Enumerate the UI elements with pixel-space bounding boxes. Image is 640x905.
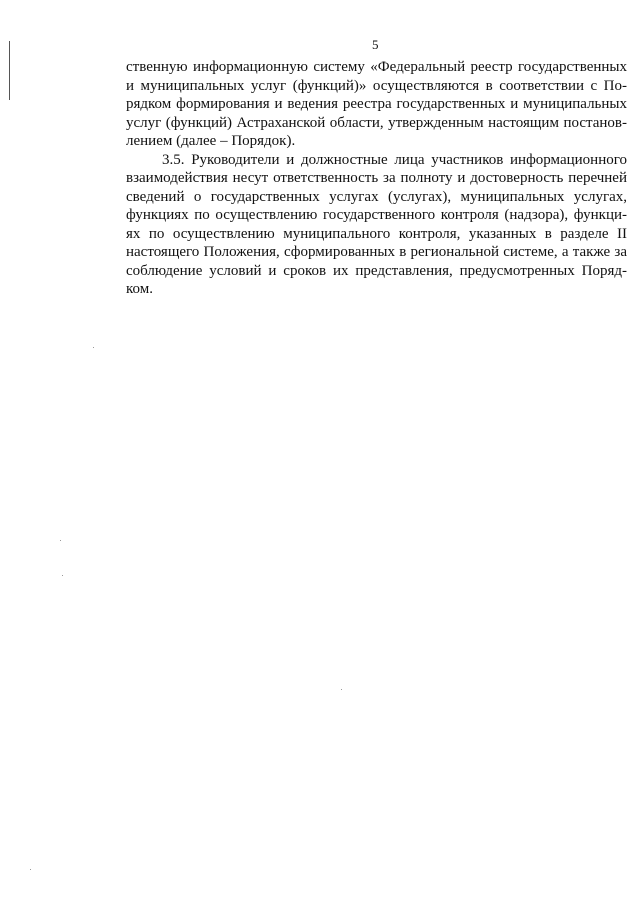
paragraph-3-5 [126, 151, 627, 299]
text-line: ком. [126, 281, 153, 297]
scan-speck [93, 347, 94, 348]
scan-speck [30, 869, 31, 870]
text-line: настоящего Положения, сформированных в региональной системе, а также за [126, 244, 627, 260]
paragraph-continuation [126, 58, 627, 151]
text-line: лением (далее – Порядок). [126, 133, 296, 149]
scan-speck [60, 540, 61, 541]
page-number: 5 [372, 37, 379, 52]
text-line: 3.5. Руководители и должностные лица участников информационного [162, 151, 627, 168]
text-line: ях по осуществлению муниципального контроля, указанных в разделе II [126, 225, 627, 242]
text-line: взаимодействия несут ответственность за полноту и достоверность перечней [126, 170, 627, 186]
text-line: и муниципальных услуг (функций)» осуществляются в соответствии с По- [126, 77, 627, 94]
scan-edge-mark [9, 41, 10, 100]
scan-speck [341, 689, 342, 690]
text-line: рядком формирования и ведения реестра государственных и муниципальных [126, 96, 627, 112]
body-text [126, 58, 627, 299]
text-line: сведений о государственных услугах (услугах), муниципальных услугах, [126, 188, 627, 205]
scan-speck [62, 575, 63, 576]
text-line: функциях по осуществлению государственного контроля (надзора), функци- [126, 207, 627, 223]
text-line: соблюдение условий и сроков их представления, предусмотренных Поряд- [126, 262, 627, 279]
text-line: услуг (функций) Астраханской области, утвержденным настоящим постанов- [126, 114, 627, 131]
text-line: ственную информационную систему «Федеральный реестр государственных [126, 59, 627, 75]
